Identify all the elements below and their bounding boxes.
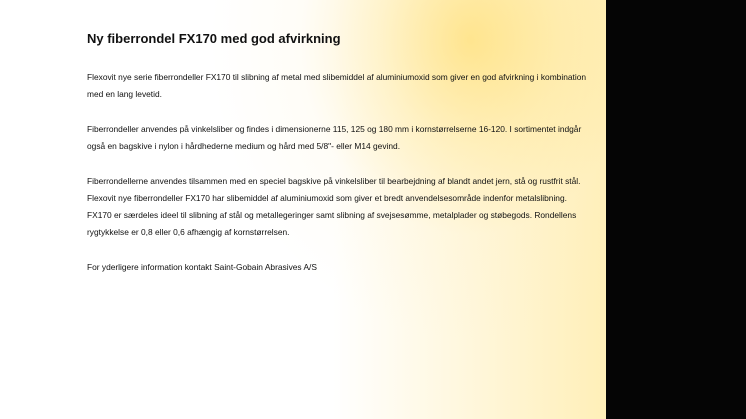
paragraph-contact: For yderligere information kontakt Saint-Gobain Abrasives A/S	[87, 262, 317, 272]
paragraph-intro: Flexovit nye serie fiberrondeller FX170 til slibning af metal med slibemiddel af aluminiumoxid som giver en god afvirkning i kombination med en lang levetid.	[87, 72, 587, 99]
paragraph-dimensions: Fiberrondeller anvendes på vinkelsliber og findes i dimensionerne 115, 125 og 180 mm i kornstørrelserne 16-120. I sortimentet indgår også en bagskive i nylon i hårdhederne medium og hård med 5/8"- eller M14 gevind.	[87, 124, 582, 151]
dark-sidebar	[606, 0, 746, 419]
paragraph-fx170-ideal: FX170 er særdeles ideel til slibning af stål og metallegeringer samt slibning af svejsesømme, metalplader og støbegods. Rondellens rygtykkelse er 0,8 eller 0,6 afhængig af kornstørrelsen.	[87, 210, 577, 237]
article-content	[87, 30, 587, 294]
article-title: Ny fiberrondel FX170 med god afvirkning	[87, 31, 341, 46]
paragraph-usage: Fiberrondellerne anvendes tilsammen med en speciel bagskive på vinkelsliber til bearbejdning af blandt andet jern, stå og rustfrit stål. Flexovit nye fiberrondeller FX170 har slibemiddel af aluminiumoxid som giver et bredt anvendelsesområde indenfor metalslibning.	[87, 176, 581, 203]
